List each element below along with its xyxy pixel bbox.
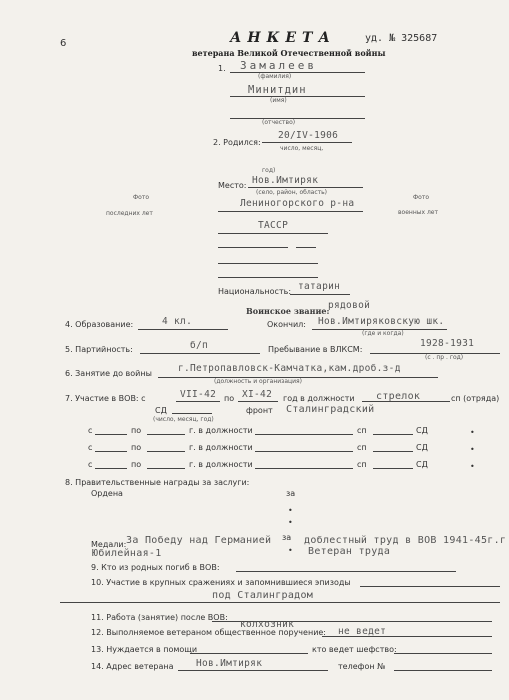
address-line [178, 670, 328, 671]
place-caption: (село, район, область) [256, 189, 327, 196]
photo-left-caption: последних лет [106, 210, 153, 217]
bullet-3: • [288, 546, 293, 555]
wwii-row-line [373, 434, 413, 435]
wwii-position-value: стрелок [376, 391, 421, 402]
party-label: 5. Партийность: [65, 345, 133, 354]
wwii-to-label: по [224, 394, 235, 403]
work-before-value: г.Петропавловск-Камчатка,кам.дроб.з-д [178, 363, 401, 374]
place-line2 [218, 211, 363, 212]
wwii-row-line [147, 434, 185, 435]
wwii-row-mark: • [470, 462, 475, 471]
first-name-line [230, 96, 365, 97]
wwii-row-label: г. в должности [189, 460, 253, 469]
birth-date-value: 20/IV-1906 [278, 130, 339, 141]
education-line [138, 329, 228, 330]
phone-line [394, 670, 492, 671]
wwii-row-line [373, 451, 413, 452]
place-line5 [218, 263, 318, 264]
wwii-label: 7. Участие в ВОВ: с [65, 394, 146, 403]
battles-value: под Сталинградом [212, 590, 314, 601]
wwii-row-mark: • [470, 428, 475, 437]
awards-label: 8. Правительственные награды за заслуги: [65, 478, 250, 487]
surname-line [230, 72, 365, 73]
wwii-row-label: с [88, 443, 93, 452]
wwii-row-line [255, 451, 353, 452]
finished-label: Окончил: [267, 320, 306, 329]
corner-mark: 6 [60, 38, 67, 49]
medal-2-for-value: Ветеран труда [308, 546, 391, 557]
nationality-line [290, 294, 350, 295]
wwii-row-label: г. в должности [189, 426, 253, 435]
place-line3 [218, 233, 328, 234]
wwii-row-label: сп [357, 443, 367, 452]
relatives-label: 9. Кто из родных погиб в ВОВ: [91, 563, 220, 572]
surname-value: Замалеев [240, 59, 317, 72]
place-line1 [248, 187, 363, 188]
place-line2-value: Лениногорского р-на [240, 198, 355, 209]
medals-label: Медали: [91, 540, 127, 549]
first-name-value: Минитдин [248, 84, 307, 96]
certificate-number: уд. № 325687 [365, 33, 438, 44]
item-1-number: 1. [218, 64, 226, 73]
address-label: 14. Адрес ветерана [91, 662, 174, 671]
birth-year-caption: год) [262, 167, 276, 174]
nationality-value: татарин [298, 281, 341, 292]
public-work-value: не ведет [338, 626, 387, 637]
komsomol-caption: (с . пр . год) [425, 354, 464, 361]
place-line3-value: ТАССР [258, 220, 289, 231]
wwii-row-line [95, 434, 127, 435]
relatives-line [236, 571, 456, 572]
wwii-row-line [147, 468, 185, 469]
wwii-front-value: Сталинградский [286, 404, 375, 415]
medal-1-for-value: доблестный труд в ВОВ 1941-45г.г [304, 535, 507, 546]
phone-label: телефон № [338, 662, 386, 671]
party-value: б/п [190, 340, 209, 351]
work-before-label: 6. Занятие до войны [65, 369, 152, 378]
wwii-row-label: сп [357, 460, 367, 469]
after-war-value: колхозник [240, 619, 295, 630]
document-title: АНКЕТА [230, 30, 336, 46]
place-line4a [218, 247, 288, 248]
document-subtitle: ветерана Великой Отечественной войны [192, 48, 386, 58]
wwii-row-line [255, 434, 353, 435]
birth-date-caption: число, месяц, [280, 145, 324, 152]
address-value: Нов.Имтиряк [196, 658, 263, 669]
wwii-row-line [147, 451, 185, 452]
birth-label: 2. Родился: [213, 138, 261, 147]
wwii-row-label: СД [416, 426, 428, 435]
wwii-pos-label: год в должности [283, 394, 355, 403]
wwii-row-label: г. в должности [189, 443, 253, 452]
place-line4b [296, 247, 316, 248]
after-war-label: 11. Работа (занятие) после ВОВ: [91, 613, 228, 622]
orders-label: Ордена [91, 489, 123, 498]
place-label: Место: [218, 181, 247, 190]
surname-caption: (фамилия) [258, 73, 292, 80]
birth-date-line [262, 142, 352, 143]
wwii-unit-label: сп (отряда) [451, 394, 500, 403]
photo-right-label: Фото [413, 194, 430, 201]
place-line1-value: Нов.Имтиряк [252, 175, 319, 186]
place-line6 [218, 277, 318, 278]
wwii-row-label: СД [416, 443, 428, 452]
bullet-1: • [288, 506, 293, 515]
photo-right-caption: военных лет [398, 209, 438, 216]
wwii-to-value: XI-42 [242, 389, 273, 400]
bullet-2: • [288, 518, 293, 527]
party-line [140, 353, 260, 354]
first-name-caption: (имя) [270, 97, 287, 104]
orders-for-label: за [286, 489, 296, 498]
wwii-row-line [373, 468, 413, 469]
wwii-row-label: по [131, 426, 142, 435]
wwii-row-mark: • [470, 445, 475, 454]
wwii-front-label: фронт [246, 406, 273, 415]
wwii-sd-line [172, 413, 212, 414]
medal-1-value: За Победу над Германией [126, 535, 272, 546]
patronymic-line [230, 118, 365, 119]
public-work-line [322, 636, 492, 637]
rank-value: рядовой [328, 300, 371, 311]
finished-value: Нов.Имтиряковскую шк. [318, 316, 445, 327]
wwii-row-label: с [88, 460, 93, 469]
help-line [190, 653, 308, 654]
wwii-sd-label: СД [155, 406, 167, 415]
wwii-row-label: по [131, 460, 142, 469]
battles-line-1 [360, 586, 500, 587]
finished-caption: (где и когда) [362, 330, 404, 337]
wwii-row-line [95, 451, 127, 452]
wwii-row-label: по [131, 443, 142, 452]
wwii-row-label: СД [416, 460, 428, 469]
nationality-label: Национальность: [218, 287, 292, 296]
battles-label: 10. Участие в крупных сражениях и запомнившиеся эпизоды [91, 578, 351, 587]
wwii-row-line [255, 468, 353, 469]
patron-label: кто ведет шефство: [312, 645, 397, 654]
patron-line [394, 653, 492, 654]
wwii-from-line [176, 401, 220, 402]
battles-line-2 [60, 602, 500, 603]
wwii-row-label: сп [357, 426, 367, 435]
wwii-date-caption: (число, месяц, год) [153, 416, 214, 423]
medals-for-label: за [282, 533, 292, 542]
photo-left-label: Фото [133, 194, 150, 201]
work-before-caption: (должность и организация) [214, 378, 302, 385]
wwii-position-line [362, 401, 450, 402]
wwii-to-line [238, 401, 278, 402]
wwii-from-value: VII-42 [180, 389, 217, 400]
education-label: 4. Образование: [65, 320, 134, 329]
rank-label: Воинское звание: [246, 306, 330, 316]
wwii-row-label: с [88, 426, 93, 435]
help-label: 13. Нуждается в помощи [91, 645, 198, 654]
patronymic-caption: (отчество) [262, 119, 296, 126]
education-value: 4 кл. [162, 316, 193, 327]
komsomol-label: Пребывание в ВЛКСМ: [268, 345, 363, 354]
wwii-row-line [95, 468, 127, 469]
medal-2-value: Юбилейная-1 [92, 548, 162, 559]
komsomol-value: 1928-1931 [420, 338, 475, 349]
public-work-label: 12. Выполняемое ветераном общественное поручение: [91, 628, 327, 637]
